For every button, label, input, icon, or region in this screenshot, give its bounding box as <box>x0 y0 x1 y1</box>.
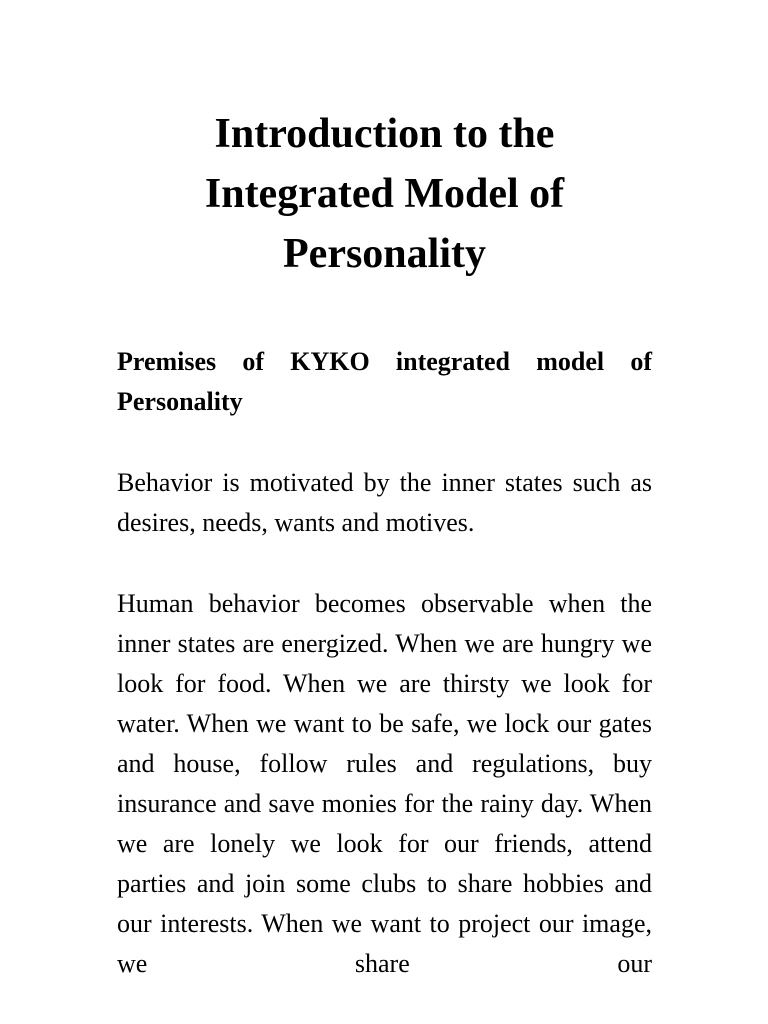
section-heading: Premises of KYKO integrated model of Personality <box>117 347 652 416</box>
paragraph-2: Human behavior becomes observable when the inner states are energized. When we are hungry we look for food. When we are thirsty we look for water. When we want to be safe, we lock our gates and house, follow rules and regulations, buy insurance and save monies for the rainy day. When we are lonely we look for our friends, attend parties and join some clubs to share hobbies and our interests. When we want to project our image, we share our <box>117 589 652 978</box>
paragraph-1: Behavior is motivated by the inner states such as desires, needs, wants and motives. <box>117 468 652 537</box>
document-title: Introduction to the Integrated Model of Personality <box>204 111 565 277</box>
